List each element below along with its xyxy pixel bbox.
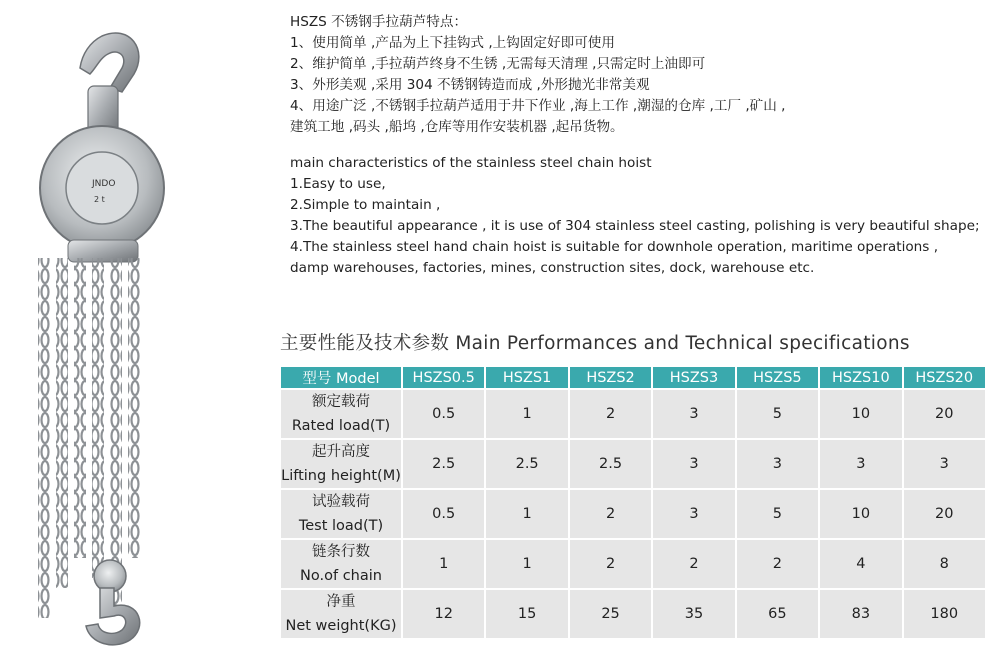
table-cell: 2.5 — [570, 440, 651, 488]
table-cell: 3 — [653, 490, 734, 538]
en-line: 2.Simple to maintain , — [290, 197, 441, 213]
table-cell: 0.5 — [403, 390, 484, 438]
row-label — [281, 490, 401, 538]
description-block — [290, 12, 980, 279]
table-cell: 2 — [570, 540, 651, 588]
row-label-en: Lifting height(M) — [281, 468, 401, 484]
row-label-en: Test load(T) — [298, 518, 384, 534]
table-cell: 2 — [570, 390, 651, 438]
table-cell: 20 — [904, 390, 985, 438]
table-cell: 5 — [737, 390, 818, 438]
table-cell: 3 — [904, 440, 985, 488]
table-cell: 180 — [904, 590, 985, 638]
table-row — [281, 590, 985, 638]
header-cell: HSZS10 — [820, 367, 901, 388]
table-cell: 2.5 — [486, 440, 567, 488]
header-cell: HSZS20 — [904, 367, 985, 388]
table-cell: 8 — [904, 540, 985, 588]
row-label-cn: 净重 — [326, 594, 356, 610]
table-cell: 12 — [403, 590, 484, 638]
table-cell: 3 — [653, 390, 734, 438]
table-cell: 3 — [653, 440, 734, 488]
cn-features — [290, 12, 980, 138]
en-line: main characteristics of the stainless steel chain hoist — [290, 155, 652, 171]
chain-hoist-image — [30, 28, 210, 656]
table-row — [281, 540, 985, 588]
cn-line: 1、使用简单 ,产品为上下挂钩式 ,上钩固定好即可使用 — [290, 35, 615, 51]
table-cell: 83 — [820, 590, 901, 638]
table-row — [281, 490, 985, 538]
table-cell: 1 — [486, 540, 567, 588]
capacity-text: 2 t — [94, 195, 105, 204]
table-cell: 1 — [486, 490, 567, 538]
cn-line: HSZS 不锈钢手拉葫芦特点： — [290, 14, 468, 30]
table-cell: 2.5 — [403, 440, 484, 488]
row-label — [281, 390, 401, 438]
row-label — [281, 440, 401, 488]
header-cell: HSZS5 — [737, 367, 818, 388]
cn-line: 4、用途广泛 ,不锈钢手拉葫芦适用于井下作业 ,海上工作 ,潮湿的仓库 ,工厂 ,矿山 , — [290, 98, 786, 114]
table-cell: 2 — [653, 540, 734, 588]
table-cell: 3 — [737, 440, 818, 488]
row-label — [281, 590, 401, 638]
table-cell: 2 — [570, 490, 651, 538]
table-cell: 2 — [737, 540, 818, 588]
spec-table — [279, 365, 987, 640]
table-cell: 15 — [486, 590, 567, 638]
cn-line: 2、维护简单 ,手拉葫芦终身不生锈 ,无需每天清理 ,只需定时上油即可 — [290, 56, 706, 72]
header-cell: HSZS1 — [486, 367, 567, 388]
table-header-row — [281, 367, 985, 388]
header-cell: HSZS3 — [653, 367, 734, 388]
row-label — [281, 540, 401, 588]
table-cell: 1 — [403, 540, 484, 588]
spec-table-title: 主要性能及技术参数 Main Performances and Technical specifications — [280, 333, 910, 354]
row-label-cn: 额定载荷 — [312, 394, 370, 410]
table-cell: 35 — [653, 590, 734, 638]
table-cell: 20 — [904, 490, 985, 538]
table-cell: 1 — [486, 390, 567, 438]
table-cell: 65 — [737, 590, 818, 638]
table-cell: 25 — [570, 590, 651, 638]
header-cell: HSZS0.5 — [403, 367, 484, 388]
row-label-cn: 起升高度 — [312, 444, 370, 460]
table-cell: 10 — [820, 390, 901, 438]
header-cell: HSZS2 — [570, 367, 651, 388]
cn-line: 3、外形美观 ,采用 304 不锈钢铸造而成 ,外形抛光非常美观 — [290, 77, 650, 93]
cn-line: 建筑工地 ,码头 ,船坞 ,仓库等用作安装机器 ,起吊货物。 — [290, 119, 624, 135]
header-cell: 型号 Model — [281, 367, 401, 388]
table-cell: 10 — [820, 490, 901, 538]
table-row — [281, 440, 985, 488]
en-line: 3.The beautiful appearance , it is use of 304 stainless steel casting, polishing is very beautiful shape; — [290, 218, 980, 234]
row-label-en: No.of chain — [300, 568, 382, 584]
row-label-en: Rated load(T) — [291, 418, 391, 434]
row-label-en: Net weight(KG) — [285, 618, 397, 634]
row-label-cn: 试验载荷 — [312, 494, 370, 510]
en-line: 1.Easy to use, — [290, 176, 386, 192]
row-label-cn: 链条行数 — [312, 544, 370, 560]
table-cell: 0.5 — [403, 490, 484, 538]
en-line: 4.The stainless steel hand chain hoist is suitable for downhole operation, maritime operations , damp warehouses, factories, mines, construction sites, dock, warehouse etc. — [290, 239, 939, 276]
en-features — [290, 153, 980, 279]
table-row — [281, 390, 985, 438]
table-cell: 5 — [737, 490, 818, 538]
brand-text: JNDO — [92, 179, 116, 189]
table-cell: 3 — [820, 440, 901, 488]
table-cell: 4 — [820, 540, 901, 588]
